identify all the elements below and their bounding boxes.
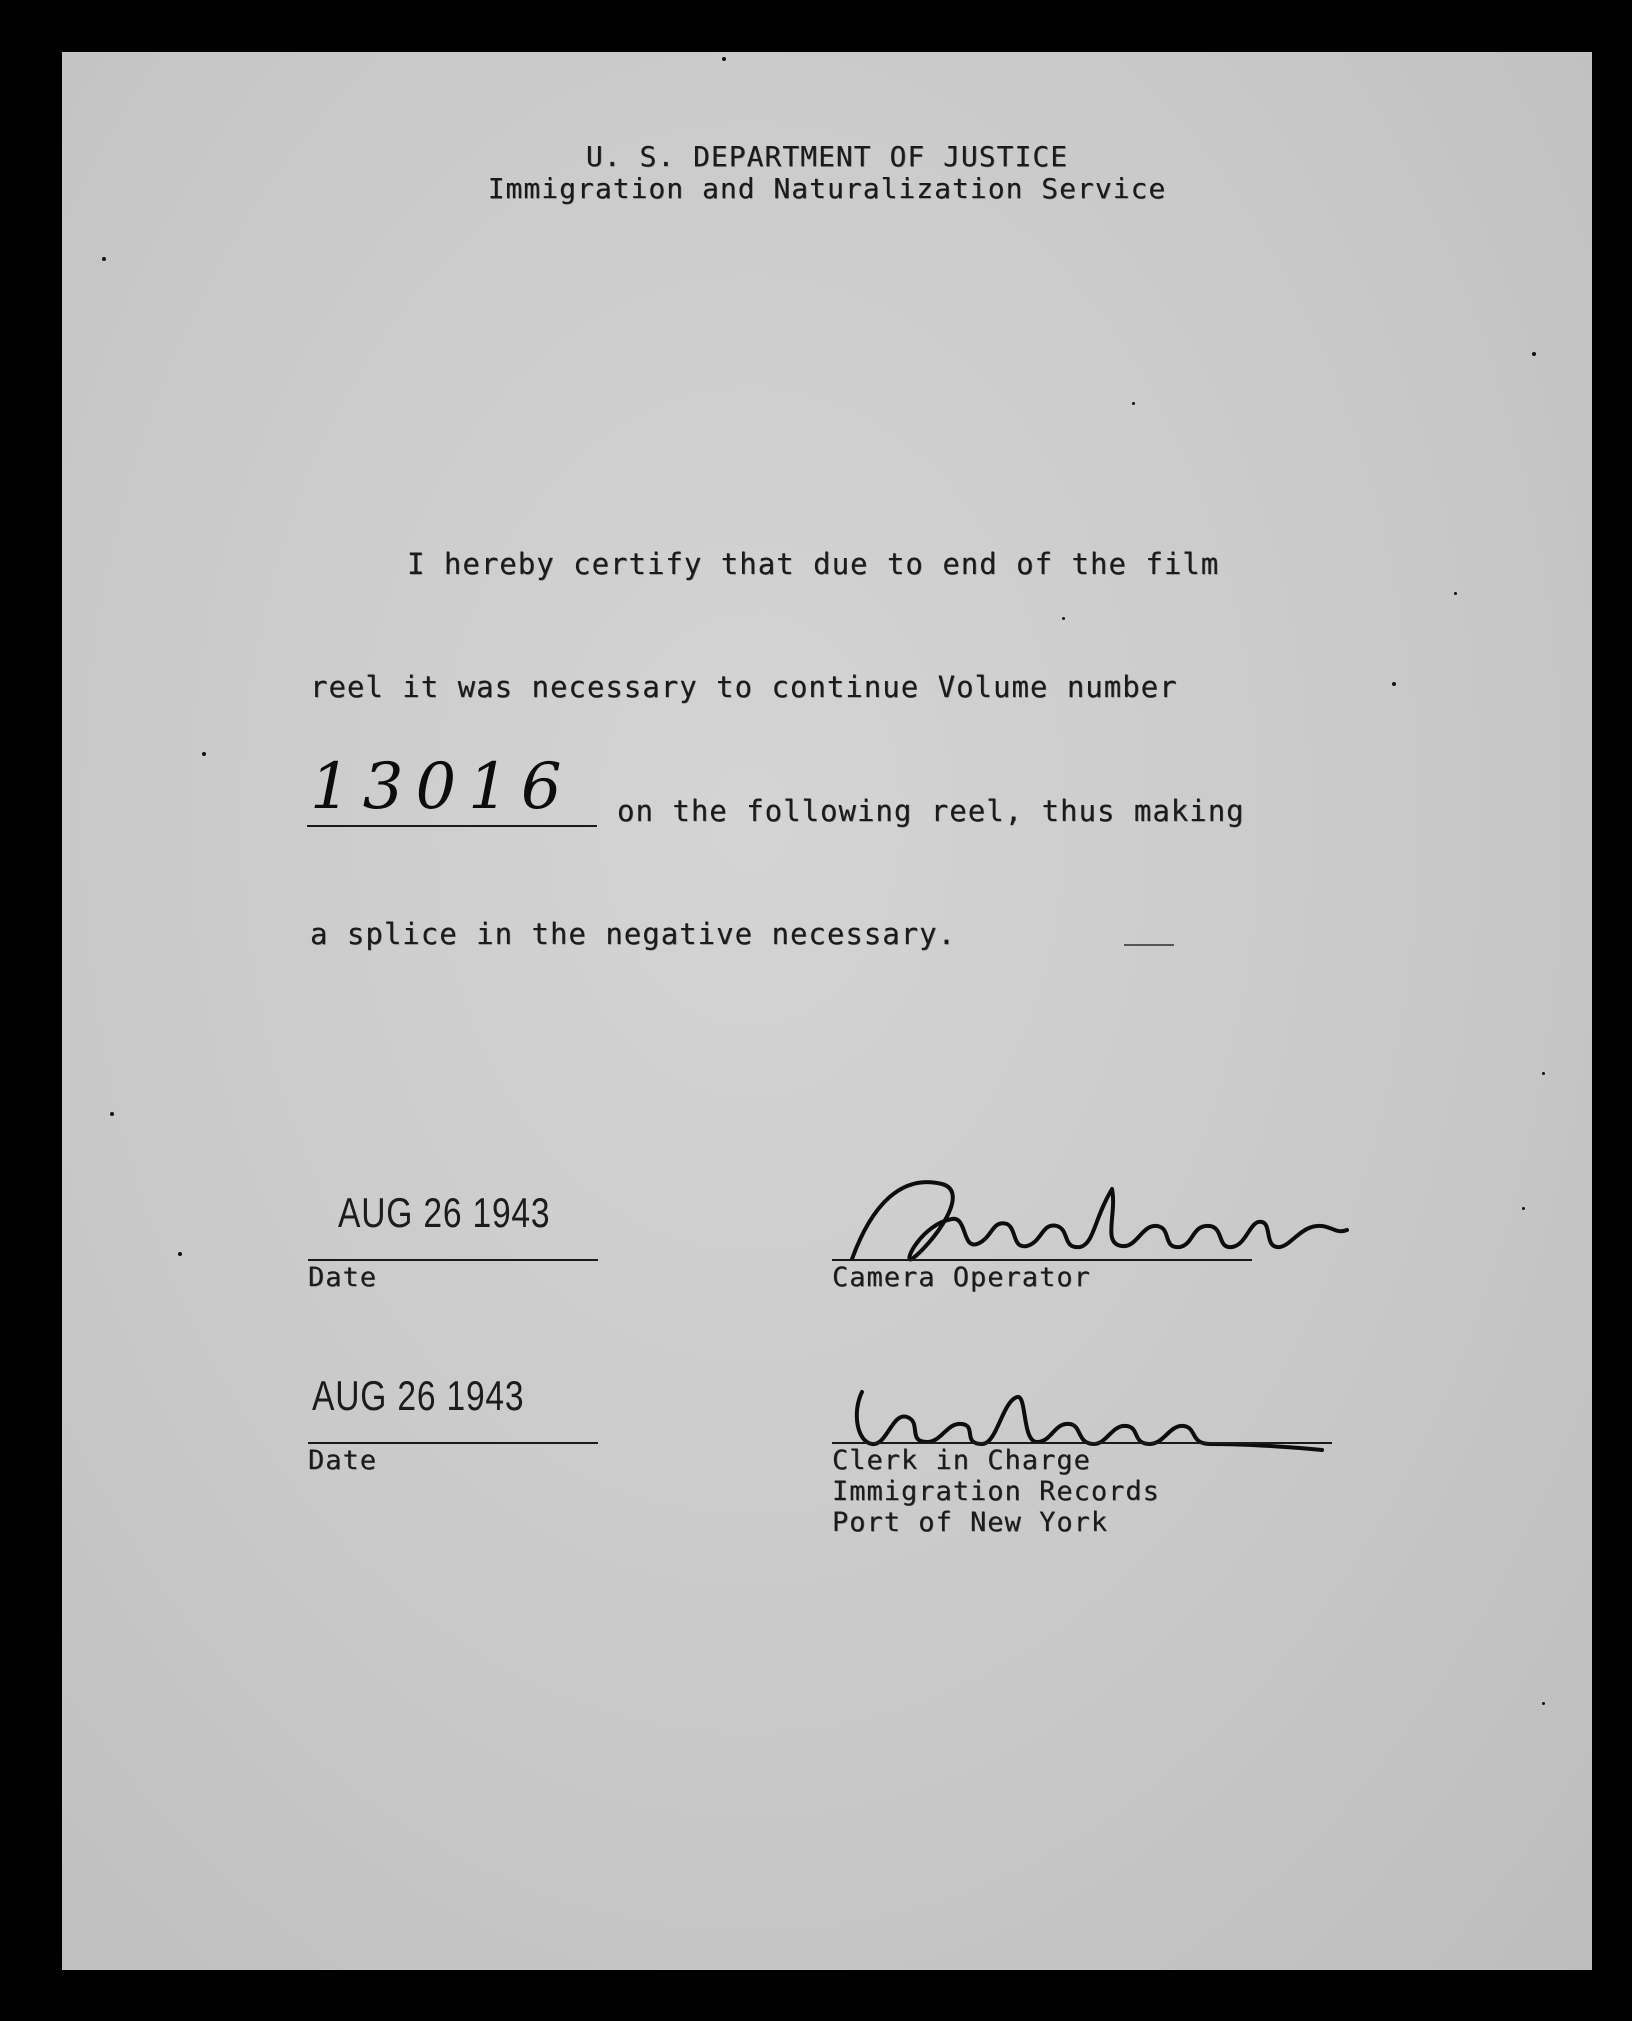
- certification-line-1: I hereby certify that due to end of the film: [407, 547, 1220, 581]
- scan-speck: [1454, 592, 1457, 595]
- scan-speck: [110, 1112, 114, 1116]
- scan-speck: [1392, 682, 1396, 686]
- scan-speck: [202, 752, 206, 756]
- volume-number-underline: [307, 825, 597, 827]
- date-line-2: [308, 1442, 598, 1444]
- camera-operator-signature: [832, 1164, 1352, 1274]
- clerk-role-line-3: Port of New York: [832, 1507, 1109, 1538]
- date-label-2: Date: [308, 1445, 378, 1476]
- camera-operator-line: [832, 1259, 1252, 1261]
- certification-line-4: a splice in the negative necessary.: [310, 917, 957, 951]
- clerk-line: [832, 1442, 1332, 1444]
- scan-speck: [1132, 402, 1135, 405]
- scan-speck: [1542, 1072, 1545, 1075]
- clerk-role-line-2: Immigration Records: [832, 1476, 1160, 1507]
- department-header: U. S. DEPARTMENT OF JUSTICE: [585, 140, 1069, 173]
- scan-speck: [178, 1252, 182, 1256]
- camera-operator-label: Camera Operator: [832, 1262, 1091, 1293]
- scan-speck: [1522, 1207, 1525, 1210]
- date-stamp-2: AUG 26 1943: [312, 1372, 525, 1419]
- clerk-role-line-1: Clerk in Charge: [832, 1445, 1091, 1476]
- scan-speck: [1542, 1702, 1545, 1705]
- scan-speck: [102, 257, 106, 261]
- scan-speck: [1532, 352, 1536, 356]
- date-line-1: [308, 1259, 598, 1261]
- scan-speck: [1062, 617, 1065, 620]
- date-stamp-1: AUG 26 1943: [338, 1189, 551, 1236]
- service-header: Immigration and Naturalization Service: [487, 172, 1167, 205]
- volume-number-handwritten: 13016: [310, 750, 574, 824]
- document-page: [62, 52, 1592, 1970]
- scan-speck: [722, 57, 726, 61]
- certification-line-2: reel it was necessary to continue Volume number: [310, 670, 1178, 704]
- date-label-1: Date: [308, 1262, 378, 1293]
- certification-line-3: on the following reel, thus making: [617, 794, 1245, 828]
- ink-mark: [1124, 944, 1174, 946]
